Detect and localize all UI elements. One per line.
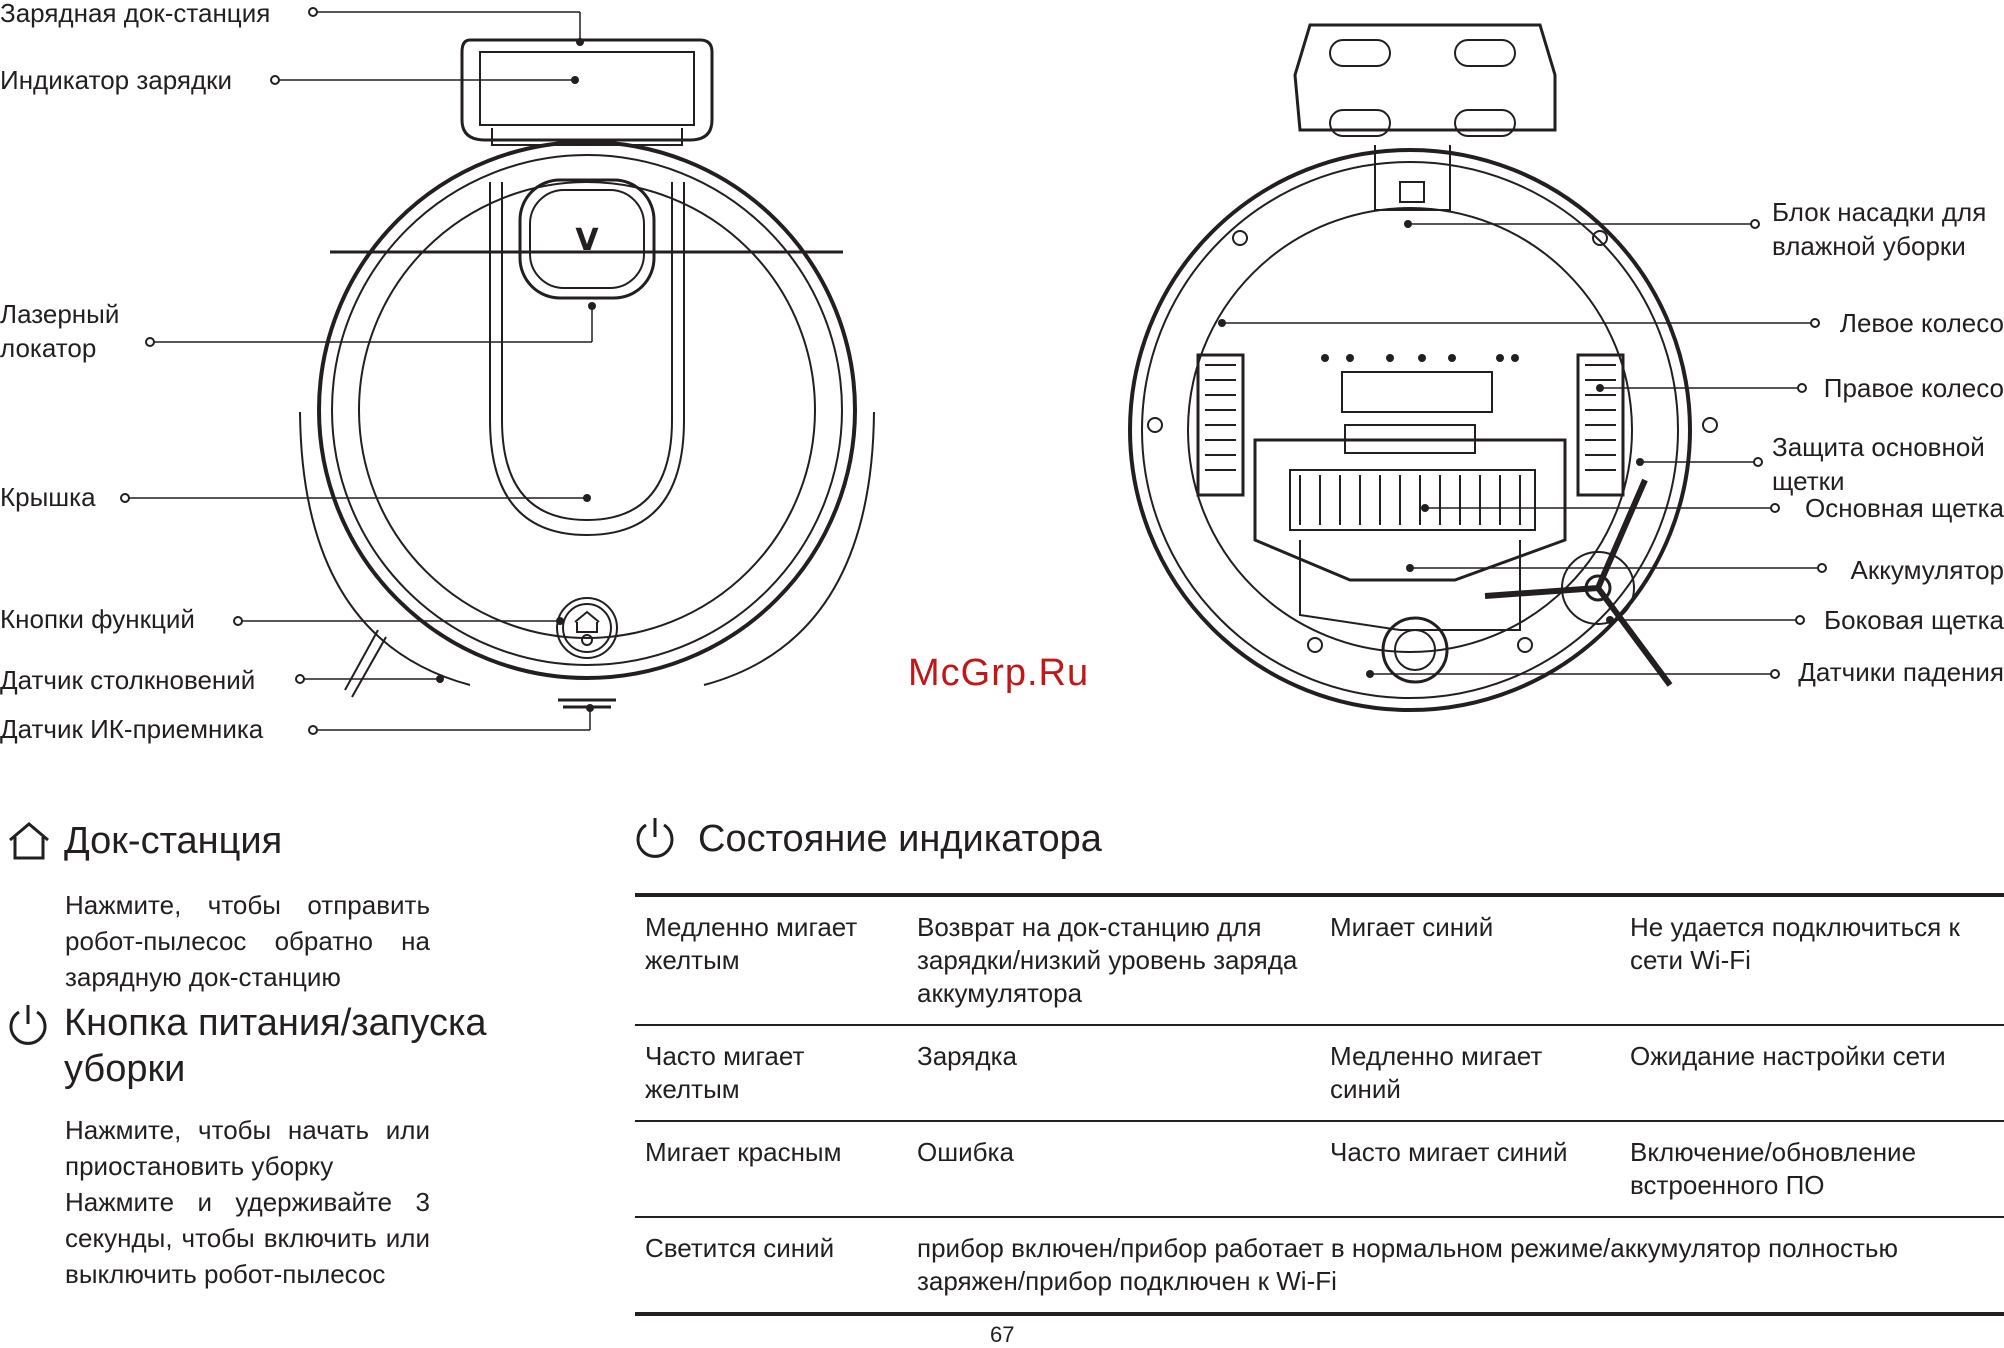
table-cell: Мигает синий <box>1330 912 1494 942</box>
table-cell: Ошибка <box>907 1121 1320 1217</box>
power-icon <box>6 1002 50 1048</box>
dock-section-text: Нажмите, чтобы отправить робот-пылесос обратно на зарядную док-станцию <box>65 890 430 992</box>
label-laser-locator: Лазерный локатор <box>0 299 120 363</box>
label-charge-indicator: Индикатор зарядки <box>0 65 233 95</box>
table-cell: Включение/обновление встроенного ПО <box>1620 1121 2004 1217</box>
table-cell: Часто мигает желтым <box>635 1025 907 1121</box>
table-cell: Ожидание настройки сети <box>1620 1025 2004 1121</box>
watermark: McGrp.Ru <box>908 652 1090 694</box>
power-icon-indicator <box>633 815 677 861</box>
page-number: 67 <box>990 1322 1015 1347</box>
power-section-text-2: Нажмите и удерживайте 3 секунды, чтобы включить или выключить робот-пылесос <box>65 1187 430 1289</box>
table-cell: прибор включен/прибор работает в нормальном режиме/аккумулятор полностью заряжен/прибор подключен к Wi-Fi <box>907 1217 2004 1314</box>
robot-top-view <box>298 40 876 707</box>
label-collision-sensor: Датчик столкновений <box>0 665 256 695</box>
table-row <box>635 895 2004 1025</box>
table-row <box>635 1025 2004 1121</box>
label-main-brush: Основная щетка <box>1805 493 2004 523</box>
table-cell: Мигает красным <box>635 1121 907 1217</box>
table-row <box>635 1217 2004 1314</box>
label-charging-dock: Зарядная док-станция <box>0 0 271 28</box>
power-section-title: Кнопка питания/запуска уборки <box>64 1002 487 1090</box>
label-cliff-sensors: Датчики падения <box>1798 657 2004 687</box>
table-cell: Медленно мигает синий <box>1320 1025 1620 1121</box>
power-section-text-1: Нажмите, чтобы начать или приостановить уборку <box>65 1115 430 1181</box>
label-side-brush: Боковая щетка <box>1824 605 2004 635</box>
robot-bottom-view <box>1130 25 1717 710</box>
label-right-wheel: Правое колесо <box>1823 373 2004 403</box>
table-cell: Часто мигает синий <box>1320 1121 1620 1217</box>
dock-section-title: Док-станция <box>64 820 283 862</box>
label-ir-sensor: Датчик ИК-приемника <box>0 714 264 744</box>
indicator-table <box>635 893 2004 1316</box>
table-cell: Медленно мигает желтым <box>645 912 858 975</box>
table-cell: Возврат на док-станцию для зарядки/низкий уровень заряда аккумулятора <box>917 912 1298 1008</box>
table-cell: Зарядка <box>907 1025 1320 1121</box>
label-mop-module: Блок насадки для влажной уборки <box>1772 197 1987 261</box>
label-brush-guard: Защита основной щетки <box>1772 432 1985 496</box>
left-leader-lines <box>125 12 592 730</box>
table-cell: Не удается подключиться к сети Wi-Fi <box>1630 912 1960 975</box>
table-cell: Светится синий <box>635 1217 907 1314</box>
label-function-buttons: Кнопки функций <box>0 604 195 634</box>
home-icon <box>6 820 52 862</box>
label-lid: Крышка <box>0 482 96 512</box>
indicator-section-title: Состояние индикатора <box>698 818 1102 860</box>
robot-logo: V <box>575 223 599 258</box>
label-left-wheel: Левое колесо <box>1839 308 2004 338</box>
table-row <box>635 1121 2004 1217</box>
right-leader-lines <box>1222 224 1822 674</box>
label-battery: Аккумулятор <box>1850 555 2004 585</box>
